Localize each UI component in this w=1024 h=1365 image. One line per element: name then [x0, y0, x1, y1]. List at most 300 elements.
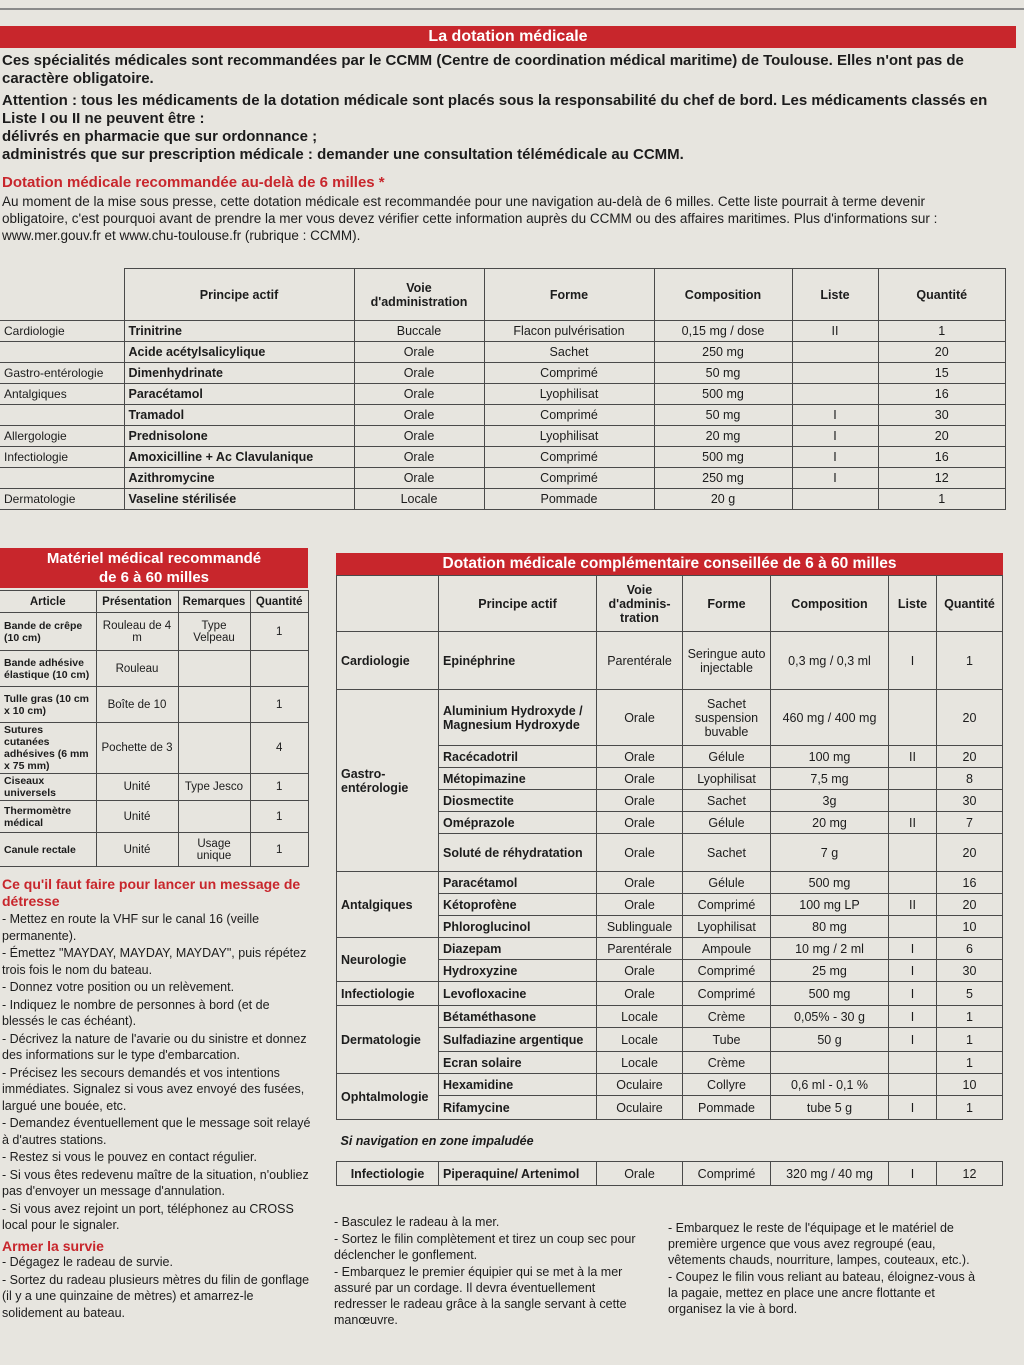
- table-cell: 20: [937, 834, 1003, 872]
- table-cell: Gélule: [683, 812, 771, 834]
- table-cell: Azithromycine: [124, 468, 354, 489]
- table-cell: Comprimé: [683, 982, 771, 1006]
- table-cell: 250 mg: [654, 342, 792, 363]
- table-cell: 500 mg: [771, 872, 889, 894]
- category-cell: [0, 405, 124, 426]
- category-cell: Antalgiques: [0, 384, 124, 405]
- table-header-cell: Voie d'adminis-tration: [597, 576, 683, 632]
- table-header-cell: Forme: [484, 269, 654, 321]
- table-row: [0, 363, 1006, 384]
- category-cell: [0, 468, 124, 489]
- survival-heading: Armer la survie: [2, 1237, 104, 1254]
- table-cell: Parentérale: [597, 632, 683, 690]
- table-row: [0, 489, 1006, 510]
- table-cell: Racécadotril: [439, 746, 597, 768]
- table-cell: Comprimé: [484, 447, 654, 468]
- table-row: [0, 774, 309, 801]
- category-cell: Cardiologie: [0, 321, 124, 342]
- table-cell: Oculaire: [597, 1096, 683, 1120]
- table2-body: [0, 613, 309, 867]
- table-header-cell: Composition: [771, 576, 889, 632]
- table-cell: Comprimé: [484, 405, 654, 426]
- table-cell: Orale: [597, 812, 683, 834]
- subheading: [2, 174, 1002, 192]
- table-cell: Hexamidine: [439, 1074, 597, 1096]
- table-row: [337, 690, 1003, 746]
- table-header-cell: Remarques: [178, 591, 250, 613]
- survival-item: - Dégagez le radeau de survie.: [2, 1255, 173, 1269]
- survival-list: [2, 1254, 312, 1321]
- table-materiel-medical: [0, 590, 309, 867]
- table-cell: Sachet: [484, 342, 654, 363]
- table-cell: Phloroglucinol: [439, 916, 597, 938]
- table2-title-line1: Matériel médical recommandé: [46, 550, 262, 567]
- table-header-cell: Principe actif: [124, 269, 354, 321]
- table-cell: Unité: [96, 774, 178, 801]
- table-header-cell: Présentation: [96, 591, 178, 613]
- table-cell: Kétoprofène: [439, 894, 597, 916]
- table-cell: Orale: [354, 426, 484, 447]
- table-cell: Comprimé: [683, 960, 771, 982]
- table-cell: Sulfadiazine argentique: [439, 1028, 597, 1052]
- table-cell: [792, 342, 878, 363]
- table-cell: Orale: [597, 790, 683, 812]
- table-cell: Epinéphrine: [439, 632, 597, 690]
- category-cell: Ophtalmologie: [337, 1074, 439, 1120]
- table-header-cell: Forme: [683, 576, 771, 632]
- table-cell: I: [792, 468, 878, 489]
- table-cell: Gélule: [683, 872, 771, 894]
- bottom-right-text: [668, 1220, 984, 1318]
- table-cell: Seringue auto injectable: [683, 632, 771, 690]
- table-cell: Buccale: [354, 321, 484, 342]
- survival-item: - Sortez du radeau plusieurs mètres du filin de gonflage (il y a une quinzaine de mètres) et amarrez-le solidement au bateau.: [2, 1272, 310, 1320]
- table-cell: 1: [937, 1028, 1003, 1052]
- distress-item: - Demandez éventuellement que le message soit relayé à d'autres stations.: [2, 1116, 311, 1147]
- table-cell: Orale: [597, 690, 683, 746]
- table-cell: 3g: [771, 790, 889, 812]
- table-cell: [889, 834, 937, 872]
- table-cell: Comprimé: [683, 1162, 771, 1186]
- table-cell: 100 mg: [771, 746, 889, 768]
- table1-body: [0, 321, 1006, 510]
- table-cell: 30: [937, 790, 1003, 812]
- table-cell: Diosmectite: [439, 790, 597, 812]
- table-cell: 30: [878, 405, 1006, 426]
- table-cell: 10 mg / 2 ml: [771, 938, 889, 960]
- table-cell: 25 mg: [771, 960, 889, 982]
- table-cell: 1: [878, 321, 1006, 342]
- table-cell: 500 mg: [654, 384, 792, 405]
- table-cell: 1: [937, 1096, 1003, 1120]
- table-cell: 6: [937, 938, 1003, 960]
- table-row: [337, 982, 1003, 1006]
- table-dotation-complementaire: [336, 575, 1003, 1186]
- category-cell: [0, 342, 124, 363]
- table-row: [337, 872, 1003, 894]
- table-cell: [792, 384, 878, 405]
- table-row: [0, 342, 1006, 363]
- table-header-cell: [0, 269, 124, 321]
- table-cell: Tramadol: [124, 405, 354, 426]
- table-cell: [889, 1052, 937, 1074]
- table-cell: Dimenhydrinate: [124, 363, 354, 384]
- table-row: [0, 687, 309, 723]
- table-cell: 460 mg / 400 mg: [771, 690, 889, 746]
- table-cell: Orale: [354, 405, 484, 426]
- table-cell: 5: [937, 982, 1003, 1006]
- table-cell: II: [889, 812, 937, 834]
- distress-heading: Ce qu'il faut faire pour lancer un message de détresse: [2, 876, 301, 909]
- table-cell: 0,05% - 30 g: [771, 1006, 889, 1028]
- table-cell: 20: [878, 342, 1006, 363]
- table-cell: Orale: [597, 872, 683, 894]
- table-cell: Sutures cutanées adhésives (6 mm x 75 mm): [0, 723, 96, 774]
- distress-item: - Mettez en route la VHF sur le canal 16 (veille permanente).: [2, 912, 260, 943]
- bullet2: administrés que sur prescription médicale : demander une consultation télémédicale au CCMM.: [2, 146, 684, 163]
- table-cell: Orale: [597, 960, 683, 982]
- table-header-cell: Liste: [889, 576, 937, 632]
- table-cell: 0,3 mg / 0,3 ml: [771, 632, 889, 690]
- table-cell: 15: [878, 363, 1006, 384]
- table-cell: [792, 363, 878, 384]
- table-cell: [889, 872, 937, 894]
- category-cell: Infectiologie: [337, 1162, 439, 1186]
- bullet1: délivrés en pharmacie que sur ordonnance ;: [2, 128, 318, 145]
- table-cell: I: [889, 960, 937, 982]
- table-cell: Tube: [683, 1028, 771, 1052]
- table-cell: Canule rectale: [0, 833, 96, 867]
- table-cell: tube 5 g: [771, 1096, 889, 1120]
- table-cell: Lyophilisat: [484, 384, 654, 405]
- table-cell: Type Velpeau: [178, 613, 250, 651]
- distress-item: - Donnez votre position ou un relèvement.: [2, 980, 235, 994]
- table-cell: 1: [937, 632, 1003, 690]
- table-cell: Bande adhésive élastique (10 cm): [0, 651, 96, 687]
- table-cell: [889, 690, 937, 746]
- table-cell: Vaseline stérilisée: [124, 489, 354, 510]
- table-cell: 1: [250, 833, 309, 867]
- table-cell: 8: [937, 768, 1003, 790]
- table-cell: I: [889, 1162, 937, 1186]
- category-cell: Neurologie: [337, 938, 439, 982]
- table-cell: Ciseaux universels: [0, 774, 96, 801]
- table-cell: I: [889, 938, 937, 960]
- table2-title-line2: de 6 à 60 milles: [98, 569, 210, 586]
- table-cell: Oculaire: [597, 1074, 683, 1096]
- table-cell: [178, 723, 250, 774]
- table-cell: Locale: [354, 489, 484, 510]
- table-row: [0, 447, 1006, 468]
- distress-section: [2, 876, 312, 1322]
- table-cell: 1: [250, 687, 309, 723]
- distress-item: - Décrivez la nature de l'avarie ou du sinistre et donnez des informations sur le type d'embarcation.: [2, 1031, 307, 1062]
- category-cell: Gastro-entérologie: [337, 690, 439, 872]
- table-cell: [889, 1074, 937, 1096]
- table-row: [0, 405, 1006, 426]
- distress-item: - Si vous êtes redevenu maître de la situation, n'oubliez pas d'envoyer un message d'annulation.: [2, 1167, 309, 1198]
- table-cell: Sublinguale: [597, 916, 683, 938]
- table-cell: I: [792, 405, 878, 426]
- table-cell: 20 g: [654, 489, 792, 510]
- table-cell: 0,6 ml - 0,1 %: [771, 1074, 889, 1096]
- table-cell: Pochette de 3: [96, 723, 178, 774]
- bottom-mid-item: - Basculez le radeau à la mer.: [334, 1215, 500, 1229]
- table-cell: Boîte de 10: [96, 687, 178, 723]
- table-cell: [178, 687, 250, 723]
- table-cell: 50 mg: [654, 405, 792, 426]
- table-cell: 20: [937, 690, 1003, 746]
- table-cell: Flacon pulvérisation: [484, 321, 654, 342]
- table-cell: Prednisolone: [124, 426, 354, 447]
- table2-title: [0, 548, 308, 588]
- category-cell: Antalgiques: [337, 872, 439, 938]
- distress-item: - Restez si vous le pouvez en contact régulier.: [2, 1150, 257, 1164]
- table-cell: Comprimé: [484, 468, 654, 489]
- intro-line1: Ces spécialités médicales sont recommandées par le CCMM (Centre de coordination médical maritime) de Toulouse. Elles n'ont pas de caractère obligatoire.: [2, 52, 964, 87]
- table-cell: 7,5 mg: [771, 768, 889, 790]
- table-cell: Amoxicilline + Ac Clavulanique: [124, 447, 354, 468]
- table-cell: 16: [878, 447, 1006, 468]
- table-cell: 0,15 mg / dose: [654, 321, 792, 342]
- table-cell: Thermomètre médical: [0, 801, 96, 833]
- table-row: [337, 1074, 1003, 1096]
- table-header-cell: Quantité: [250, 591, 309, 613]
- table-cell: 30: [937, 960, 1003, 982]
- table-cell: 100 mg LP: [771, 894, 889, 916]
- table-cell: 16: [878, 384, 1006, 405]
- table-cell: 20: [937, 894, 1003, 916]
- table-cell: Lyophilisat: [683, 916, 771, 938]
- table-row: [337, 1162, 1003, 1186]
- table-cell: 500 mg: [771, 982, 889, 1006]
- table-row: [337, 938, 1003, 960]
- table-header-cell: Liste: [792, 269, 878, 321]
- table-cell: Hydroxyzine: [439, 960, 597, 982]
- table-cell: 50 g: [771, 1028, 889, 1052]
- table-header-cell: Quantité: [937, 576, 1003, 632]
- table-cell: Paracétamol: [439, 872, 597, 894]
- table-cell: Parentérale: [597, 938, 683, 960]
- category-cell: Infectiologie: [337, 982, 439, 1006]
- table-cell: Comprimé: [484, 363, 654, 384]
- table-cell: 500 mg: [654, 447, 792, 468]
- table-cell: 80 mg: [771, 916, 889, 938]
- table-cell: Rifamycine: [439, 1096, 597, 1120]
- table-cell: [889, 916, 937, 938]
- table-cell: Orale: [354, 468, 484, 489]
- table-row: [0, 468, 1006, 489]
- table-cell: 4: [250, 723, 309, 774]
- table-cell: [178, 801, 250, 833]
- category-cell: Gastro-entérologie: [0, 363, 124, 384]
- table-cell: Levofloxacine: [439, 982, 597, 1006]
- table-cell: Orale: [597, 834, 683, 872]
- table-cell: 320 mg / 40 mg: [771, 1162, 889, 1186]
- intro-paragraph: [2, 52, 1002, 88]
- table-cell: 1: [937, 1006, 1003, 1028]
- table-cell: Soluté de réhydratation: [439, 834, 597, 872]
- table-cell: I: [889, 1006, 937, 1028]
- table-cell: 250 mg: [654, 468, 792, 489]
- table-cell: Unité: [96, 833, 178, 867]
- table-row: [337, 1006, 1003, 1028]
- category-cell: Dermatologie: [337, 1006, 439, 1074]
- table-cell: Lyophilisat: [484, 426, 654, 447]
- table-cell: 12: [937, 1162, 1003, 1186]
- table-cell: I: [792, 447, 878, 468]
- table-header-cell: Principe actif: [439, 576, 597, 632]
- table-cell: 1: [937, 1052, 1003, 1074]
- table-row: [0, 384, 1006, 405]
- table-row: [337, 632, 1003, 690]
- table-row: [0, 426, 1006, 447]
- table-cell: II: [792, 321, 878, 342]
- table-cell: 12: [878, 468, 1006, 489]
- table-cell: II: [889, 746, 937, 768]
- table-header-cell: Article: [0, 591, 96, 613]
- table-cell: I: [889, 1028, 937, 1052]
- distress-item: - Indiquez le nombre de personnes à bord (et de blessés le cas échéant).: [2, 997, 270, 1028]
- table-cell: Lyophilisat: [683, 768, 771, 790]
- table-cell: Tulle gras (10 cm x 10 cm): [0, 687, 96, 723]
- sub-paragraph: Au moment de la mise sous presse, cette dotation médicale est recommandée pour une navigation au-delà de 6 milles. Cette liste pourrait à terme devenir obligatoire, c'est pourquoi avant de prendre la mer vous devez vérifier cette information auprès du CCMM ou des affaires maritimes. Plus d'informations sur : www.mer.gouv.fr et www.chu-toulouse.fr (rubrique : CCMM).: [2, 194, 938, 243]
- table-row: [0, 801, 309, 833]
- table-cell: Orale: [597, 1162, 683, 1186]
- table-header-cell: Voie d'administration: [354, 269, 484, 321]
- category-cell: Cardiologie: [337, 632, 439, 690]
- table-cell: [250, 651, 309, 687]
- table-cell: Orale: [354, 447, 484, 468]
- table-cell: Sachet: [683, 790, 771, 812]
- table-cell: Orale: [597, 768, 683, 790]
- table-cell: Ecran solaire: [439, 1052, 597, 1074]
- bottom-right-item: - Embarquez le reste de l'équipage et le matériel de première urgence que vous avez regroupé (eau, vêtements chauds, nourriture, lampes, couteaux, etc.).: [668, 1221, 970, 1267]
- table-header-cell: Composition: [654, 269, 792, 321]
- table-cell: Orale: [597, 982, 683, 1006]
- malaria-label-row: [337, 1120, 1003, 1162]
- table-cell: Gélule: [683, 746, 771, 768]
- category-cell: Allergologie: [0, 426, 124, 447]
- table-cell: I: [889, 1096, 937, 1120]
- top-rule: [0, 8, 1024, 10]
- attention-line: Attention : tous les médicaments de la dotation médicale sont placés sous la responsabilité du chef de bord. Les médicaments classés en Liste I ou II ne peuvent être :: [2, 92, 988, 127]
- table-cell: Aluminium Hydroxyde / Magnesium Hydroxyde: [439, 690, 597, 746]
- table-cell: [178, 651, 250, 687]
- table-row: [0, 651, 309, 687]
- table-cell: Unité: [96, 801, 178, 833]
- table-cell: 1: [250, 801, 309, 833]
- category-cell: Dermatologie: [0, 489, 124, 510]
- table-cell: [889, 768, 937, 790]
- table-cell: 20 mg: [771, 812, 889, 834]
- table-cell: 10: [937, 1074, 1003, 1096]
- table-row: [0, 723, 309, 774]
- table-cell: Locale: [597, 1028, 683, 1052]
- subheading-text: Dotation médicale recommandée au-delà de 6 milles *: [2, 174, 385, 191]
- table-cell: 7: [937, 812, 1003, 834]
- table-cell: Sachet: [683, 834, 771, 872]
- table3-body: [337, 632, 1003, 1186]
- table-cell: Orale: [354, 384, 484, 405]
- table-cell: Ampoule: [683, 938, 771, 960]
- table-cell: [771, 1052, 889, 1074]
- table-cell: Pommade: [484, 489, 654, 510]
- table-cell: 50 mg: [654, 363, 792, 384]
- table-cell: 1: [250, 774, 309, 801]
- table-cell: I: [889, 982, 937, 1006]
- table-cell: Bétaméthasone: [439, 1006, 597, 1028]
- table-cell: Orale: [597, 894, 683, 916]
- table-cell: 7 g: [771, 834, 889, 872]
- table-cell: Rouleau de 4 m: [96, 613, 178, 651]
- table-row: [0, 613, 309, 651]
- table-cell: Trinitrine: [124, 321, 354, 342]
- table-cell: 20: [937, 746, 1003, 768]
- section-title: La dotation médicale: [0, 26, 1016, 48]
- bottom-mid-text: [334, 1214, 650, 1329]
- bottom-right-item: - Coupez le filin vous reliant au bateau, éloignez-vous à la pagaie, mettez en place une ancre flottante et organisez la vie à bord.: [668, 1270, 976, 1316]
- distress-item: - Précisez les secours demandés et vos intentions immédiates. Signalez si vous avez envoyé des fusées, largué une bouée, etc.: [2, 1065, 305, 1113]
- table-cell: Paracétamol: [124, 384, 354, 405]
- table-cell: [889, 790, 937, 812]
- table-cell: Bande de crêpe (10 cm): [0, 613, 96, 651]
- table-row: [0, 833, 309, 867]
- table-cell: 10: [937, 916, 1003, 938]
- table-cell: Orale: [354, 363, 484, 384]
- table-cell: Locale: [597, 1052, 683, 1074]
- table-cell: Métopimazine: [439, 768, 597, 790]
- table-cell: Rouleau: [96, 651, 178, 687]
- table-cell: 20: [878, 426, 1006, 447]
- table-cell: II: [889, 894, 937, 916]
- table3-title: Dotation médicale complémentaire conseillée de 6 à 60 milles: [336, 553, 1003, 575]
- table-cell: Comprimé: [683, 894, 771, 916]
- attention-paragraph: [2, 92, 1002, 164]
- table-cell: 1: [250, 613, 309, 651]
- bottom-mid-item: - Sortez le filin complètement et tirez un coup sec pour déclencher le gonflement.: [334, 1232, 636, 1262]
- table-cell: Crème: [683, 1006, 771, 1028]
- table-cell: Oméprazole: [439, 812, 597, 834]
- table-cell: Pommade: [683, 1096, 771, 1120]
- category-cell: Infectiologie: [0, 447, 124, 468]
- table-header-cell: Quantité: [878, 269, 1006, 321]
- bottom-mid-item: - Embarquez le premier équipier qui se met à la mer assuré par un cordage. Il devra éventuellement redresser le radeau grâce à la sangle servant à cette manœuvre.: [334, 1265, 627, 1327]
- table-cell: 1: [878, 489, 1006, 510]
- table-cell: Orale: [354, 342, 484, 363]
- distress-list: [2, 911, 312, 1234]
- table-cell: Collyre: [683, 1074, 771, 1096]
- table-cell: Crème: [683, 1052, 771, 1074]
- malaria-label: Si navigation en zone impaludée: [337, 1120, 1003, 1162]
- table-cell: I: [792, 426, 878, 447]
- table-cell: I: [889, 632, 937, 690]
- table-header-cell: [337, 576, 439, 632]
- table-cell: Diazepam: [439, 938, 597, 960]
- table-row: [0, 321, 1006, 342]
- table-cell: 16: [937, 872, 1003, 894]
- table-cell: Sachet suspension buvable: [683, 690, 771, 746]
- table-cell: Locale: [597, 1006, 683, 1028]
- table-cell: Type Jesco: [178, 774, 250, 801]
- table-dotation-6-milles: [0, 268, 1006, 510]
- table-cell: [792, 489, 878, 510]
- table-cell: 20 mg: [654, 426, 792, 447]
- table-cell: Acide acétylsalicylique: [124, 342, 354, 363]
- table-cell: Piperaquine/ Artenimol: [439, 1162, 597, 1186]
- distress-item: - Émettez "MAYDAY, MAYDAY, MAYDAY", puis répétez trois fois le nom du bateau.: [2, 946, 307, 977]
- distress-item: - Si vous avez rejoint un port, téléphonez au CROSS local pour le signaler.: [2, 1201, 294, 1232]
